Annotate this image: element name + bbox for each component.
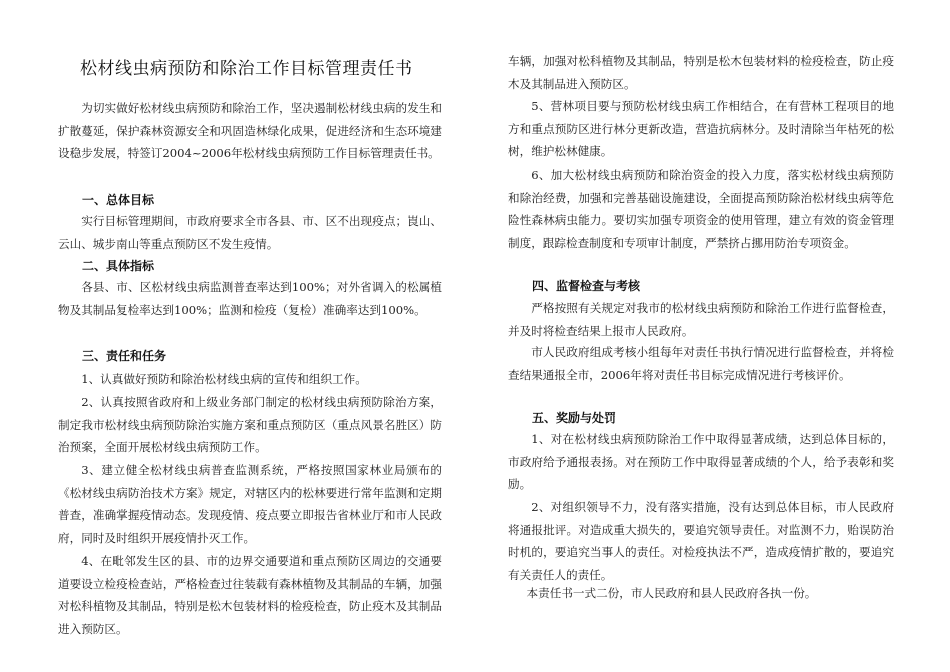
section-3-item-5: 5、营林项目要与预防松材线虫病工作相结合，在有营林工程项目的地方和重点预防区进行林分更新改造，营造抗病林分。及时清除当年枯死的松树，维护松林健康。: [508, 99, 894, 158]
section-2-heading: 二、具体指标: [82, 259, 155, 273]
document-title: 松材线虫病预防和除治工作目标管理责任书: [80, 59, 413, 79]
closing-paragraph: 本责任书一式二份，市人民政府和县人民政府各执一份。: [526, 586, 817, 600]
section-4-paragraph-2: 市人民政府组成考核小组每年对责任书执行情况进行监督检查，并将检查结果通报全市，2006年将对责任书目标完成情况进行考核评价。: [508, 345, 894, 382]
intro-paragraph: 为切实做好松材线虫病预防和除治工作，坚决遏制松材线虫病的发生和扩散蔓延，保护森林资源安全和巩固造林绿化成果，促进经济和生态环境建设稳步发展，特签订2004~2006年松材线虫病预防工作目标管理责任书。: [58, 101, 442, 160]
section-3-item-3: 3、建立健全松材线虫病普查监测系统，严格按照国家林业局颁布的《松材线虫病防治技术方案》规定，对辖区内的松林要进行常年监测和定期普查，准确掌握疫情动态。发现疫情、疫点要立即报告省林业厅和市人民政府，同时及时组织开展疫情扑灭工作。: [58, 463, 442, 545]
section-1-heading: 一、总体目标: [82, 193, 155, 207]
section-3-item-1: 1、认真做好预防和除治松材线虫病的宣传和组织工作。: [81, 372, 367, 386]
section-3-item-4-continued: 车辆，加强对松科植物及其制品，特别是松木包装材料的检疫检查，防止疫木及其制品进入预防区。: [508, 54, 894, 91]
section-4-heading: 四、监督检查与考核: [532, 279, 641, 293]
section-4-paragraph-1: 严格按照有关规定对我市的松材线虫病预防和除治工作进行监督检查，并及时将检查结果上报市人民政府。: [508, 301, 894, 338]
section-3-item-6: 6、加大松材线虫病预防和除治资金的投入力度，落实松材线虫病预防和除治经费，加强和完善基础设施建设，全面提高预防除治松材线虫病等危险性森林病虫能力。要切实加强专项资金的使用管理，建立有效的资金管理制度，跟踪检查制度和专项审计制度，严禁挤占挪用防治专项资金。: [508, 168, 894, 250]
section-5-item-2: 2、对组织领导不力，没有落实措施，没有达到总体目标，市人民政府将通报批评。对造成重大损失的，要追究领导责任。对监测不力，贻误防治时机的，要追究当事人的责任。对检疫执法不严，造成疫情扩散的，要追究有关责任人的责任。: [508, 500, 894, 582]
section-3-heading: 三、责任和任务: [82, 349, 167, 363]
section-5-heading: 五、奖励与处罚: [532, 411, 617, 425]
section-1-paragraph: 实行目标管理期间，市政府要求全市各县、市、区不出现疫点；崀山、云山、城步南山等重点预防区不发生疫情。: [58, 214, 442, 251]
section-3-item-2: 2、认真按照省政府和上级业务部门制定的松材线虫病预防除治方案，制定我市松材线虫病预防除治实施方案和重点预防区（重点风景名胜区）防治预案，全面开展松材线虫病预防工作。: [58, 395, 442, 454]
section-2-paragraph: 各县、市、区松材线虫病监测普查率达到100%；对外省调入的松属植物及其制品复检率达到100%；监测和检疫（复检）准确率达到100%。: [58, 280, 442, 317]
section-5-item-1: 1、对在松材线虫病预防除治工作中取得显著成绩，达到总体目标的，市政府给予通报表扬。对在预防工作中取得显著成绩的个人，给予表彰和奖励。: [508, 432, 894, 491]
section-3-item-4: 4、在毗邻发生区的县、市的边界交通要道和重点预防区周边的交通要道要设立检疫检查站，严格检查过往装载有森林植物及其制品的车辆，加强对松科植物及其制品，特别是松木包装材料的检疫检查，防止疫木及其制品进入预防区。: [58, 554, 442, 636]
